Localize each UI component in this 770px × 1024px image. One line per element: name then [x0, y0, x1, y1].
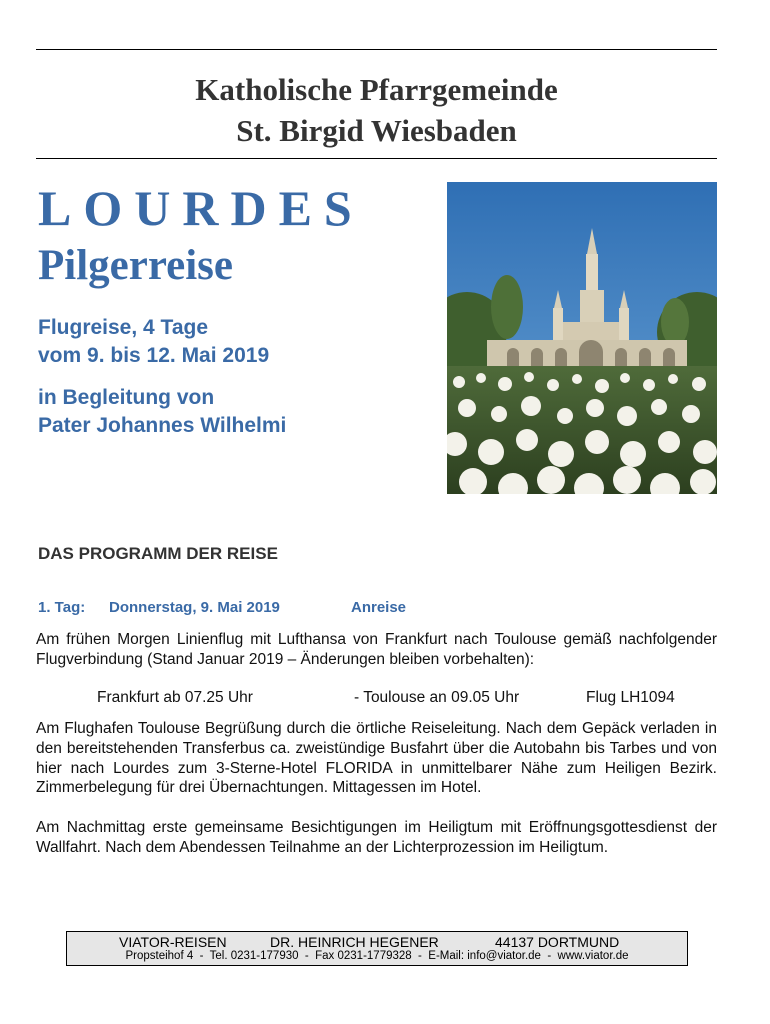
parish-name-line1: Katholische Pfarrgemeinde	[195, 72, 558, 107]
flight-departure: Frankfurt ab 07.25 Uhr	[97, 689, 253, 706]
guide-intro: in Begleitung von	[38, 386, 215, 409]
trip-dates: vom 9. bis 12. Mai 2019	[38, 344, 270, 367]
footer-company: VIATOR-REISEN	[119, 934, 227, 950]
footer-box	[66, 931, 688, 966]
parish-name-line2: St. Birgid Wiesbaden	[236, 113, 517, 148]
trip-subtitle: Pilgerreise	[38, 242, 233, 289]
day-label: 1. Tag:	[38, 599, 86, 616]
top-rule	[36, 49, 717, 50]
footer-contact: Propsteihof 4 - Tel. 0231-177930 - Fax 0231-1779328 - E-Mail: info@viator.de - www.viator.de	[125, 950, 629, 962]
footer-owner: DR. HEINRICH HEGENER	[270, 934, 439, 950]
guide-name: Pater Johannes Wilhelmi	[38, 414, 287, 437]
lourdes-basilica-photo	[447, 182, 717, 494]
day1-paragraph-arrival: Am Flughafen Toulouse Begrüßung durch die örtliche Reiseleitung. Nach dem Gepäck verladen in den bereitstehenden Transferbus ca. zweistündige Busfahrt über die Autobahn bis Tarbes und von hier nach Lourdes zum 3-Sterne-Hotel FLORIDA in unmittelbarer Nähe zum Heiligen Bezirk. Zimmerbelegung für drei Übernachtungen. Mittagessen im Hotel.	[36, 720, 717, 797]
day1-paragraph-afternoon: Am Nachmittag erste gemeinsame Besichtigungen im Heiligtum mit Eröffnungsgottesdienst der Wallfahrt. Nach dem Abendessen Teilnahme an der Lichterprozession im Heiligtum.	[36, 819, 717, 856]
flight-arrival: - Toulouse an 09.05 Uhr	[354, 689, 520, 706]
day1-paragraph-flight: Am frühen Morgen Linienflug mit Lufthansa von Frankfurt nach Toulouse gemäß nachfolgender Flugverbindung (Stand Januar 2019 – Änderungen bleiben vorbehalten):	[36, 631, 717, 668]
day-title: Anreise	[351, 599, 407, 616]
header-rule	[36, 158, 717, 159]
footer-city: 44137 DORTMUND	[495, 934, 620, 950]
day-date: Donnerstag, 9. Mai 2019	[109, 599, 280, 616]
trip-title: LOURDES	[38, 180, 364, 236]
trip-type: Flugreise, 4 Tage	[38, 316, 208, 339]
flight-number: Flug LH1094	[586, 689, 675, 706]
program-heading: DAS PROGRAMM DER REISE	[38, 544, 278, 563]
